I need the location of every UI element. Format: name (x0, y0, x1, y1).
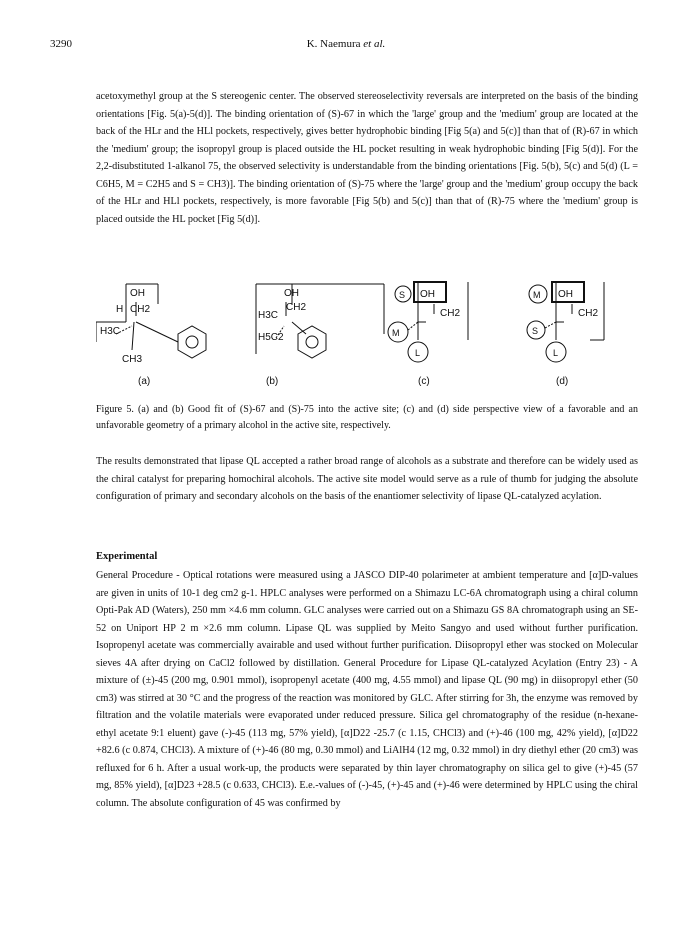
et-al: et al. (363, 38, 386, 50)
experimental-text: General Procedure - Optical rotations were measured using a JASCO DIP-40 polarimeter at ambient temperature and [α]D-values are given in units of 10-1 deg cm2 g-1. HPLC analyses were performed on a Shimazu LC-6A chromatograph using a chiral column Opti-Pak AD (Waters), 250 mm ×4.6 mm column. GLC analyses were carried out on a Shimazu GS 8A chromatograph using an SE-52 on Uniport HP 2 m ×2.6 mm column. Lipase QL was supplied by Meito Sangyo and used without further purification. Isopropenyl acetate was commercially avairable and used without further purification. Diisopropyl ether was stocked on Molecular sieves 4A after drying on CaCl2 followed by distillation. General Procedure for Lipase QL-catalyzed Acylation (Entry 23) - A mixture of (±)-45 (200 mg, 0.901 mmol), isopropenyl acetate (400 mg, 4.55 mmol) and lipase QL (90 mg) in diisopropyl ether (50 cm3) was stirred at 30 °C and the progress of the reaction was monitored by GLC. After stirring for 3h, the enzyme was removed by filtration and the volatile materials were evaporated under reduced pressure. Silica gel chromatography of the residue (n-hexane-ethyl acetate 9:1 eluent) gave (-)-45 (113 mg, 57% yield), [α]D22 -25.7 (c 1.15, CHCl3) and (+)-46 (100 mg, 42% yield), [α]D22 +82.6 (c 0.874, CHCl3). A mixture of (+)-46 (80 mg, 0.30 mmol) and LiAlH4 (12 mg, 0.32 mmol) in dry diethyl ether (20 cm3) was refluxed for 6 h. After a usual work-up, the products were separated by thin layer chromatography on silica gel to give (+)-45 (57 mg, 85% yield), [α]D23 +28.5 (c 0.633, CHCl3). E.e.-values of (-)-45, (+)-45 and (+)-46 were determined by HPLC using the chiral column. The absolute configuration of 45 was confirmed by (96, 570, 638, 809)
panel-b-h5c2: H5C2 (258, 332, 284, 343)
page-number: 3290 (50, 38, 72, 50)
paragraph-2: The results demonstrated that lipase QL accepted a rather broad range of alcohols as a substrate and therefore can be widely used as the chiral catalyst for preparing homochiral alcohols. The active site model would serve as a rule of thumb for judging the absolute configuration of primary and secondary alcohols on the basis of the enantiomer selectivity of lipase QL-catalyzed acylation. (96, 456, 638, 502)
panel-d-l: L (553, 348, 559, 358)
panel-c-label: (c) (418, 376, 430, 387)
panel-c (388, 282, 468, 387)
panel-b (256, 284, 384, 387)
figure-5 (96, 276, 638, 396)
panel-d-s: S (532, 326, 539, 336)
panel-a-h3c: H3C (100, 326, 121, 337)
panel-b-label: (b) (266, 376, 279, 387)
author-name: K. Naemura (306, 38, 361, 50)
panel-a-oh: OH (130, 288, 145, 299)
panel-b-h3c: H3C (258, 310, 279, 321)
panel-b-oh: OH (284, 288, 299, 299)
panel-a-ch2: CH2 (130, 304, 151, 315)
panel-d-oh: OH (558, 289, 573, 300)
panel-c-l: L (415, 348, 421, 358)
panel-a (96, 284, 206, 387)
panel-a-label: (a) (138, 376, 151, 387)
panel-d (527, 282, 604, 387)
panel-d-ch2: CH2 (578, 308, 599, 319)
panel-b-ch2: CH2 (286, 302, 307, 313)
panel-a-ch3: CH3 (122, 354, 143, 365)
panel-c-oh: OH (420, 289, 435, 300)
panel-c-m: M (392, 328, 400, 338)
panel-c-s: S (399, 290, 406, 300)
panel-a-h: H (116, 304, 124, 315)
panel-d-m: M (533, 290, 541, 300)
running-header (0, 38, 692, 50)
figure-caption: Figure 5. (a) and (b) Good fit of (S)-67 and (S)-75 into the active site; (c) and (d) side perspective view of a favorable and an unfavorable geometry of a primary alcohol in the active site, respectively. (96, 404, 638, 431)
experimental-heading: Experimental (96, 551, 158, 562)
panel-c-ch2: CH2 (440, 308, 461, 319)
panel-d-label: (d) (556, 376, 569, 387)
paragraph-1: acetoxymethyl group at the S stereogenic center. The observed stereoselectivity reversals are interpreted on the basis of the binding orientations [Fig. 5(a)-5(d)]. The binding orientation of (S)-67 in which the 'large' group and the 'medium' group are located at the back of the HLr and the HLl pockets, respectively, gives better hydrophobic binding [Fig 5(a) and 5(c)] than that of (R)-67 in which the 'medium' group; the isopropyl group is placed outside the HL pocket resulting in weak hydrophobic binding [Fig 5(d)]. For the 2,2-disubstituted 1-alkanol 75, the observed selectivity is understandable from the binding orientations [Fig. 5(b), 5(c) and 5(d) (L = C6H5, M = C2H5 and S = CH3)]. The binding orientation of (S)-75 where the 'large' group and the 'medium' group occupy the back of the HLr and HLl pockets, respectively, is more favorable [Fig 5(b) and 5(c)] than that of (R)-75 where the 'medium' group is placed outside the HL pocket [Fig 5(d)]. (96, 91, 638, 225)
